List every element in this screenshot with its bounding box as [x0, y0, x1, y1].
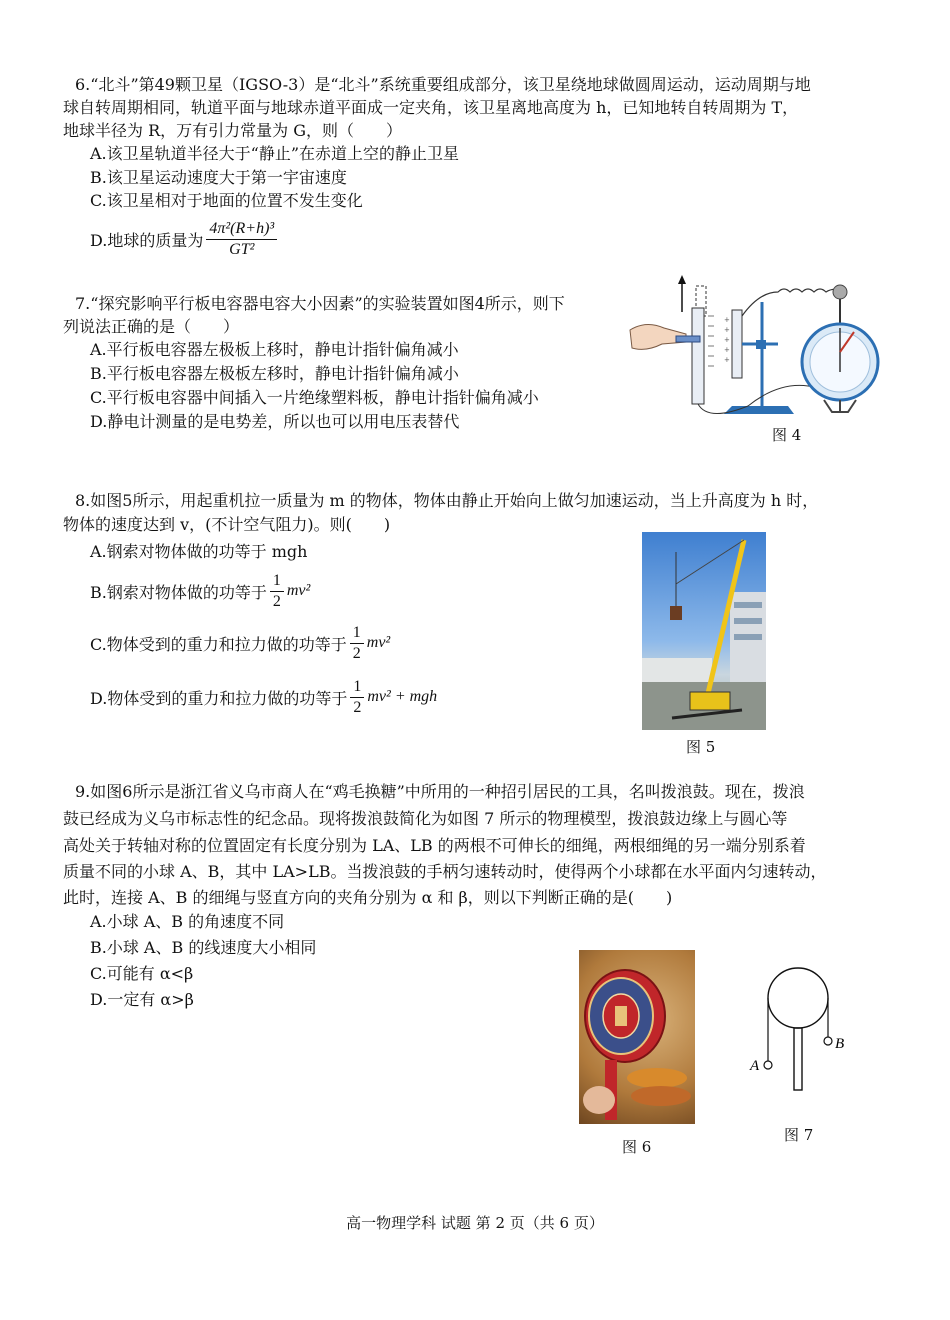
- q8-option-c-term: mv²: [366, 634, 391, 651]
- fraction-numerator: 1: [350, 677, 364, 698]
- q7-line-2: 列说法正确的是（ ）: [63, 317, 240, 336]
- q8-option-b: [90, 566, 310, 616]
- q9-line-5: 此时，连接 A、B 的细绳与竖直方向的夹角分别为 α 和 β，则以下判断正确的是( ): [63, 888, 673, 907]
- q8-option-b-half: [270, 571, 284, 612]
- q8-option-d-term: mv² + mgh: [367, 688, 438, 705]
- q9-line-1: 9.如图6所示是浙江省义乌市商人在“鸡毛换糖”中所用的一种招引居民的工具，名叫拨浪鼓。现在，拨浪: [75, 782, 805, 801]
- q6-option-a: A.该卫星轨道半径大于“静止”在赤道上空的静止卫星: [90, 144, 460, 163]
- q6-line-1: 6.“北斗”第49颗卫星（IGSO-3）是“北斗”系统重要组成部分，该卫星绕地球做圆周运动，运动周期与地: [75, 75, 811, 94]
- q6-option-d-numerator: 4π²(R+h)³: [206, 219, 277, 240]
- svg-text:+: +: [724, 356, 730, 364]
- q9-line-4: 质量不同的小球 A、B，其中 LA>LB。当拨浪鼓的手柄匀速转动时，使得两个小球都在水平面内匀速转动，: [63, 862, 827, 881]
- q8-option-d-half: [350, 677, 364, 718]
- q8-option-d: [90, 672, 437, 722]
- q6-option-d-fraction: [206, 219, 277, 260]
- figure-4-capacitor-apparatus: [628, 272, 898, 420]
- q7-option-d: D.静电计测量的是电势差，所以也可以用电压表替代: [90, 412, 460, 431]
- figure-4-caption: 图 4: [772, 426, 802, 444]
- q6-option-d-denominator: GT²: [229, 240, 255, 258]
- q8-option-d-prefix: D.物体受到的重力和拉力做的功等于: [90, 688, 348, 708]
- q9-option-d: D.一定有 α>β: [90, 990, 194, 1009]
- q6-option-b: B.该卫星运动速度大于第一宇宙速度: [90, 168, 347, 187]
- q7-option-a: A.平行板电容器左极板上移时，静电计指针偏角减小: [90, 340, 459, 359]
- q6-option-c: C.该卫星相对于地面的位置不发生变化: [90, 191, 363, 210]
- q8-option-c: [90, 618, 390, 668]
- figure-6-caption: 图 6: [622, 1138, 652, 1156]
- q6-option-d: [90, 214, 280, 264]
- fraction-numerator: 1: [350, 623, 364, 644]
- q8-option-b-term: mv²: [286, 582, 311, 599]
- figure-5-caption: 图 5: [686, 738, 716, 756]
- q8-line-2: 物体的速度达到 v，(不计空气阻力)。则( ): [63, 515, 391, 534]
- crane-illustration: [642, 532, 766, 730]
- q9-line-3: 高处关于转轴对称的位置固定有长度分别为 LA、LB 的两根不可伸长的细绳，两根细绳的另一端分别系着: [63, 836, 806, 855]
- figure-6-rattle-drum-photo: [579, 950, 695, 1124]
- svg-text:+: +: [724, 326, 730, 334]
- svg-text:+: +: [724, 316, 730, 324]
- svg-text:+: +: [724, 346, 730, 354]
- figure-7-caption: 图 7: [784, 1126, 814, 1144]
- fraction-denominator: 2: [353, 698, 362, 716]
- fraction-denominator: 2: [272, 592, 281, 610]
- q9-option-a: A.小球 A、B 的角速度不同: [90, 912, 285, 931]
- figure-5-crane-photo: [642, 532, 766, 730]
- q6-line-3: 地球半径为 R，万有引力常量为 G，则（ ）: [63, 121, 403, 140]
- page-footer: 高一物理学科 试题 第 2 页（共 6 页）: [346, 1214, 604, 1232]
- q8-option-c-half: [350, 623, 364, 664]
- ball-b-label: B: [835, 1036, 845, 1052]
- q8-option-b-prefix: B.钢索对物体做的功等于: [90, 582, 267, 602]
- rattle-drum-illustration: [579, 950, 695, 1124]
- figure-7-rattle-model-diagram: [745, 962, 855, 1094]
- fraction-denominator: 2: [352, 644, 361, 662]
- q7-option-c: C.平行板电容器中间插入一片绝缘塑料板，静电计指针偏角减小: [90, 388, 539, 407]
- q7-line-1: 7.“探究影响平行板电容器电容大小因素”的实验装置如图4所示，则下: [75, 294, 565, 313]
- q9-option-b: B.小球 A、B 的线速度大小相同: [90, 938, 317, 957]
- q6-line-2: 球自转周期相同，轨道平面与地球赤道平面成一定夹角，该卫星离地高度为 h，已知地转自转周期为 T，: [63, 98, 799, 117]
- q6-option-d-prefix: D.地球的质量为: [90, 230, 204, 250]
- q8-line-1: 8.如图5所示，用起重机拉一质量为 m 的物体，物体由静止开始向上做匀加速运动，当上升高度为 h 时，: [75, 491, 819, 510]
- q7-option-b: B.平行板电容器左极板左移时，静电计指针偏角减小: [90, 364, 459, 383]
- q8-option-a: A.钢索对物体做的功等于 mgh: [90, 542, 308, 561]
- fraction-numerator: 1: [270, 571, 284, 592]
- ball-a-label: A: [750, 1058, 760, 1074]
- q9-line-2: 鼓已经成为义乌市标志性的纪念品。现将拨浪鼓简化为如图 7 所示的物理模型，拨浪鼓边缘上与圆心等: [63, 809, 788, 828]
- q9-option-c: C.可能有 α<β: [90, 964, 194, 983]
- svg-text:+: +: [724, 336, 730, 344]
- q8-option-c-prefix: C.物体受到的重力和拉力做的功等于: [90, 634, 347, 654]
